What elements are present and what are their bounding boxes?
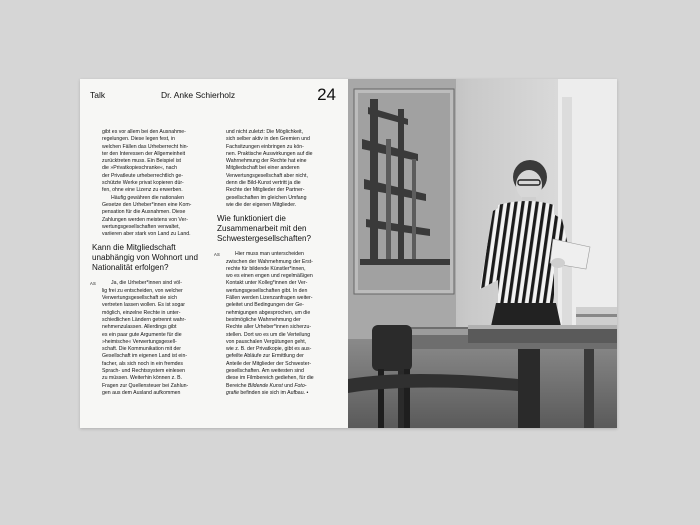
left-page bbox=[80, 79, 348, 428]
text-line: Rechte aller Urheber*innen sicherzu- bbox=[226, 324, 312, 331]
text-line: Gesellschaft im eigenen Land ist ein- bbox=[102, 353, 188, 360]
text-line: Wahrnehmung der Rechte hat eine bbox=[226, 158, 307, 165]
text-line: regelungen. Diese legen fest, in bbox=[102, 136, 175, 143]
text-line: ter den Interessen der Allgemeinheit bbox=[102, 150, 186, 157]
interview-answer bbox=[214, 251, 336, 397]
text-line: wie z. B. der Privatkopie, gibt es aus- bbox=[226, 346, 312, 353]
text-line: grafie befinden sie sich im Aufbau. • bbox=[226, 389, 309, 396]
text-line: zwischen der Wahrnehmung der Erst- bbox=[226, 258, 313, 265]
interview-answer bbox=[90, 280, 209, 397]
text-line: und nicht zuletzt: Die Möglichkeit, bbox=[226, 129, 303, 135]
text-line: Gesetze den Urheber*innen eine Kom- bbox=[102, 201, 192, 208]
text-line: schaft. Die Kommunikation mit der bbox=[102, 346, 181, 353]
text-line: von pauschalen Vergütungen geht, bbox=[226, 338, 307, 345]
text-line: Fachsitzungen einbringen zu kön- bbox=[226, 143, 304, 150]
text-line: Häufig gewähren die nationalen bbox=[111, 194, 184, 201]
text-line: nehmenzulassen. Allerdings gibt bbox=[102, 324, 177, 331]
magazine-spread bbox=[80, 79, 617, 428]
text-line: Sprach- und Rechtssystem einlesen bbox=[102, 368, 186, 375]
text-line: Verwertungsgesellschaft sie sich bbox=[102, 295, 177, 302]
text-column-1 bbox=[90, 129, 209, 397]
text-line: schützte Werke privat kopieren dür- bbox=[102, 180, 184, 187]
text-line: Hier muss man unterscheiden bbox=[235, 251, 304, 258]
text-line: facher, als sich noch in ein fremdes bbox=[102, 360, 184, 367]
text-line: pensation für die Ausnahmen. Diese bbox=[102, 209, 186, 216]
text-line: variieren aber stark von Land zu Land. bbox=[102, 231, 191, 238]
text-line: lig frei zu entscheiden, von welcher bbox=[102, 287, 183, 294]
text-line: zu müssen. Weiterhin können z. B. bbox=[102, 375, 183, 382]
speaker-tag: AS bbox=[90, 281, 96, 287]
text-line: stellen. Dort wo es um die Verteilung bbox=[226, 331, 311, 338]
text-line: wertungsgesellschaften gibt. In den bbox=[226, 287, 308, 294]
text-line: sich selber aktiv in den Gremien und bbox=[226, 136, 310, 143]
paragraph bbox=[102, 129, 209, 195]
interview-question: Wie funktioniert die Zusammenarbeit mit den Schwestergesellschaften? bbox=[217, 214, 312, 244]
text-line: zurücktreten muss. Ein Beispiel ist bbox=[102, 158, 181, 165]
text-line: die »Privatkopieschranke«, nach bbox=[102, 165, 177, 172]
section-label: Talk bbox=[90, 90, 106, 100]
text-line: welchen Fällen das Urheberrecht hin- bbox=[102, 143, 189, 150]
text-line: Fällen werden Lizenzanfragen weiter- bbox=[226, 295, 313, 302]
text-line: Verwertungsgesellschaft aber nicht, bbox=[226, 172, 308, 179]
text-line: der Privatleute urheberrechtlich ge- bbox=[102, 172, 184, 179]
text-line: schiedlichen Ländern getrennt wahr- bbox=[102, 316, 186, 323]
text-line: wie die der eigenen Mitglieder. bbox=[226, 201, 297, 208]
page-number: 24 bbox=[317, 85, 336, 104]
speaker-tag: AS bbox=[214, 252, 220, 258]
text-line: Zahlungen werden meistens von Ver- bbox=[102, 216, 188, 223]
paragraph bbox=[226, 129, 336, 209]
text-line: nehmigungen abgesprochen, um die bbox=[226, 309, 311, 316]
text-line: gesellschaften im gleichen Umfang bbox=[226, 194, 307, 201]
paragraph bbox=[102, 195, 209, 239]
text-line: »heimische« Verwertungsgesell- bbox=[102, 338, 177, 345]
running-head bbox=[90, 85, 336, 108]
text-line: Rechte der Mitglieder der Partner- bbox=[226, 187, 305, 194]
text-line: diese im Filmbereich gediehen, für die bbox=[226, 375, 314, 382]
text-line: bestmögliche Wahrnehmung der bbox=[226, 316, 301, 323]
text-line: denn die Bild-Kunst vertritt ja die bbox=[226, 180, 301, 187]
text-line: es ein paar gute Argumente für die bbox=[102, 331, 182, 338]
interviewee-name: Dr. Anke Schierholz bbox=[161, 90, 236, 100]
text-line: Bereiche Bildende Kunst und Foto- bbox=[226, 382, 307, 389]
text-column-2 bbox=[214, 129, 336, 397]
text-line: gibt es vor allem bei den Ausnahme- bbox=[102, 129, 186, 135]
text-line: Fragen zur Quellensteuer bei Zahlun- bbox=[102, 382, 189, 389]
text-line: rechte für bildende Künstler*innen, bbox=[226, 265, 306, 272]
interview-question: Kann die Mitgliedschaft unabhängig von Wohnort und Nationalität erfolgen? bbox=[92, 243, 199, 273]
photo-illustration bbox=[348, 79, 617, 428]
text-line: wertungsgesellschaften verwaltet, bbox=[102, 223, 180, 230]
text-line: Kontakt unter Kolleg*innen der Ver- bbox=[226, 280, 308, 287]
text-line: Mitgliedschaft bei einer anderen bbox=[226, 165, 300, 172]
text-line: nen. Praktische Auswirkungen auf die bbox=[226, 150, 313, 157]
text-line: Ja, die Urheber*innen sind völ- bbox=[111, 280, 182, 287]
text-line: möglich, einzelne Rechte in unter- bbox=[102, 309, 181, 316]
text-line: vertreten lassen wollen. Es ist sogar bbox=[102, 302, 186, 309]
text-line: geleitet und Bedingungen der Ge- bbox=[226, 302, 304, 309]
text-line: Anteile der Mitglieder der Schwester- bbox=[226, 360, 312, 367]
portrait-photo bbox=[348, 79, 617, 428]
text-line: wo es einen engen und regelmäßigen bbox=[226, 273, 313, 280]
text-line: gen aus dem Ausland aufkommen bbox=[102, 389, 181, 396]
text-line: gefeilte Abläufe zur Ermittlung der bbox=[226, 353, 304, 360]
text-line: fen, ohne eine Lizenz zu erwerben. bbox=[102, 187, 183, 194]
text-line: gesellschaften. Am weitesten sind bbox=[226, 368, 304, 375]
